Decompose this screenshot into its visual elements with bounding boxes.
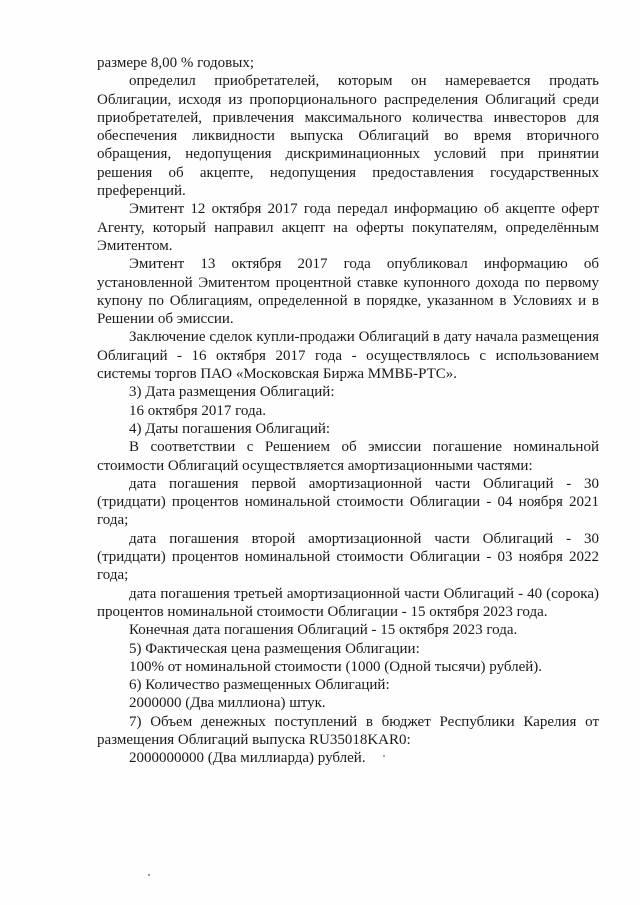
- paragraph-third-amortization: дата погашения третьей амортизационной части Облигаций - 40 (сорока) процентов номинальной стоимости Облигации - 15 октября 2023 года.: [97, 585, 599, 620]
- paragraph-first-amortization: дата погашения первой амортизационной части Облигаций - 30 (тридцати) процентов номинальной стоимости Облигации - 04 ноября 2021 года;: [97, 475, 599, 529]
- scan-speck: [383, 755, 385, 757]
- paragraph-coupon-rate: Эмитент 13 октября 2017 года опубликовал информацию об установленной Эмитентом процентной ставке купонного дохода по первому купону по Облигациям, определенной в порядке, указанном в Условиях и в Решении об эмиссии.: [97, 256, 599, 328]
- document-body: [97, 54, 599, 768]
- value-placement-date: 16 октября 2017 года.: [129, 402, 267, 419]
- paragraph-buyers: определил приобретателей, которым он намеревается продать Облигации, исходя из пропорционального распределения Облигаций среди приобретателей, привлечения максимального количества инвесторов для обеспечения ликвидности выпуска Облигаций во время вторичного обращения, недопущения дискриминационных условий при принятии решения об акцепте, недопущения предоставления государственных преференций.: [97, 73, 599, 200]
- value-budget-receipts: 2000000000 (Два миллиарда) рублей.: [129, 750, 366, 767]
- heading-redemption-dates: 4) Даты погашения Облигаций:: [129, 420, 331, 437]
- heading-budget-receipts: 7) Объем денежных поступлений в бюджет Республики Карелия от размещения Облигаций выпуска RU35018KAR0:: [97, 713, 599, 748]
- paragraph-interest-rate: размере 8,00 % годовых;: [97, 55, 254, 71]
- heading-placement-date: 3) Дата размещения Облигаций:: [129, 384, 335, 401]
- value-actual-price: 100% от номинальной стоимости (1000 (Одной тысячи) рублей).: [129, 658, 543, 675]
- scan-speck: [148, 874, 150, 876]
- paragraph-final-redemption: Конечная дата погашения Облигаций - 15 октября 2023 года.: [129, 622, 518, 639]
- paragraph-trades: Заключение сделок купли-продажи Облигаций в дату начала размещения Облигаций - 16 октября 2017 года - осуществлялось с использованием системы торгов ПАО «Московская Биржа ММВБ-РТС».: [97, 329, 599, 383]
- paragraph-amortization: В соответствии с Решением об эмиссии погашение номинальной стоимости Облигаций осуществляется амортизационными частями:: [97, 439, 599, 474]
- heading-quantity: 6) Количество размещенных Облигаций:: [129, 677, 390, 694]
- heading-actual-price: 5) Фактическая цена размещения Облигации:: [129, 640, 420, 657]
- paragraph-second-amortization: дата погашения второй амортизационной части Облигаций - 30 (тридцати) процентов номинальной стоимости Облигации - 03 ноября 2022 года;: [97, 530, 599, 584]
- paragraph-offer-acceptance: Эмитент 12 октября 2017 года передал информацию об акцепте оферт Агенту, который направил акцепт на оферты покупателям, определённым Эмитентом.: [97, 201, 599, 254]
- value-quantity: 2000000 (Два миллиона) штук.: [129, 695, 326, 712]
